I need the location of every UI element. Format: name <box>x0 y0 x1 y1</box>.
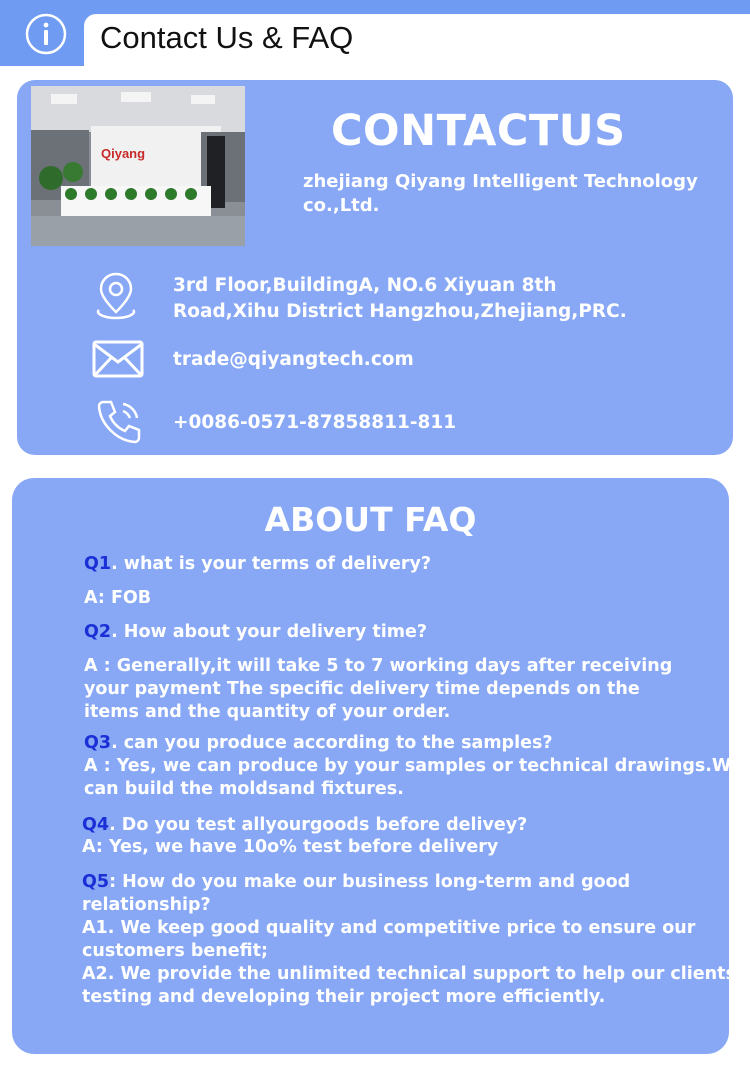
question-number: Q1 <box>84 554 112 574</box>
question-number: Q2 <box>84 622 112 642</box>
faq-card <box>12 478 743 1054</box>
faq-answer-5-line-3: A2. We provide the unlimited technical support to help our clients <box>82 964 736 984</box>
faq-question-1 <box>84 553 724 576</box>
phone-number[interactable]: +0086-0571-87858811-811 <box>173 412 457 433</box>
faq-answer-3-line-1: A : Yes, we can produce by your samples or technical drawings.We <box>84 756 743 776</box>
contact-card <box>17 80 733 455</box>
faq-answer-5-line-2: customers benefit; <box>82 941 268 961</box>
question-text: . can you produce according to the samples? <box>111 733 553 753</box>
address-line-1: 3rd Floor,BuildingA, NO.6 Xiyuan 8th <box>173 275 557 296</box>
faq-question-2 <box>84 621 724 644</box>
email-address[interactable]: trade@qiyangtech.com <box>173 349 414 370</box>
page-header <box>0 0 750 66</box>
faq-answer-3-line-2: can build the moldsand fixtures. <box>84 779 404 799</box>
faq-question-5 <box>82 871 722 894</box>
question-number: Q3 <box>84 733 112 753</box>
question-number: Q5 <box>82 872 110 892</box>
address-line-2: Road,Xihu District Hangzhou,Zhejiang,PRC. <box>173 301 627 322</box>
page-title: Contact Us & FAQ <box>100 20 354 55</box>
question-text: . Do you test allyourgoods before delivey? <box>109 815 528 835</box>
office-lobby-photo <box>31 86 245 246</box>
faq-answer-2-line-2: your payment The specific delivery time depends on the <box>84 679 640 699</box>
company-name-line-2: co.,Ltd. <box>303 195 380 216</box>
location-pin-icon <box>89 268 143 322</box>
company-name-line-1: zhejiang Qiyang Intelligent Technology <box>303 171 698 192</box>
faq-answer-2-line-3: items and the quantity of your order. <box>84 702 451 722</box>
question-text: : How do you make our business long-term and good <box>109 872 631 892</box>
contact-title: CONTACTUS <box>331 106 626 156</box>
company-name <box>303 170 713 218</box>
question-number: Q4 <box>82 815 110 835</box>
faq-title: ABOUT FAQ <box>264 500 477 539</box>
faq-answer-5-line-1: A1. We keep good quality and competitive price to ensure our <box>82 918 696 938</box>
faq-answer-1: A: FOB <box>84 588 152 608</box>
faq-question-3 <box>84 732 724 755</box>
faq-question-5-line-2: relationship? <box>82 895 211 915</box>
info-icon <box>24 12 68 56</box>
phone-icon <box>93 396 145 448</box>
faq-answer-5-line-4: testing and developing their project more efficiently. <box>82 987 606 1007</box>
question-text: . How about your delivery time? <box>111 622 428 642</box>
faq-question-4 <box>82 814 722 837</box>
faq-answer-2-line-1: A : Generally,it will take 5 to 7 working days after receiving <box>84 656 673 676</box>
envelope-icon <box>91 338 145 382</box>
question-text: . what is your terms of delivery? <box>111 554 432 574</box>
faq-answer-4: A: Yes, we have 10o% test before delivery <box>82 837 499 857</box>
lobby-sign-text: Qiyang <box>101 146 146 161</box>
